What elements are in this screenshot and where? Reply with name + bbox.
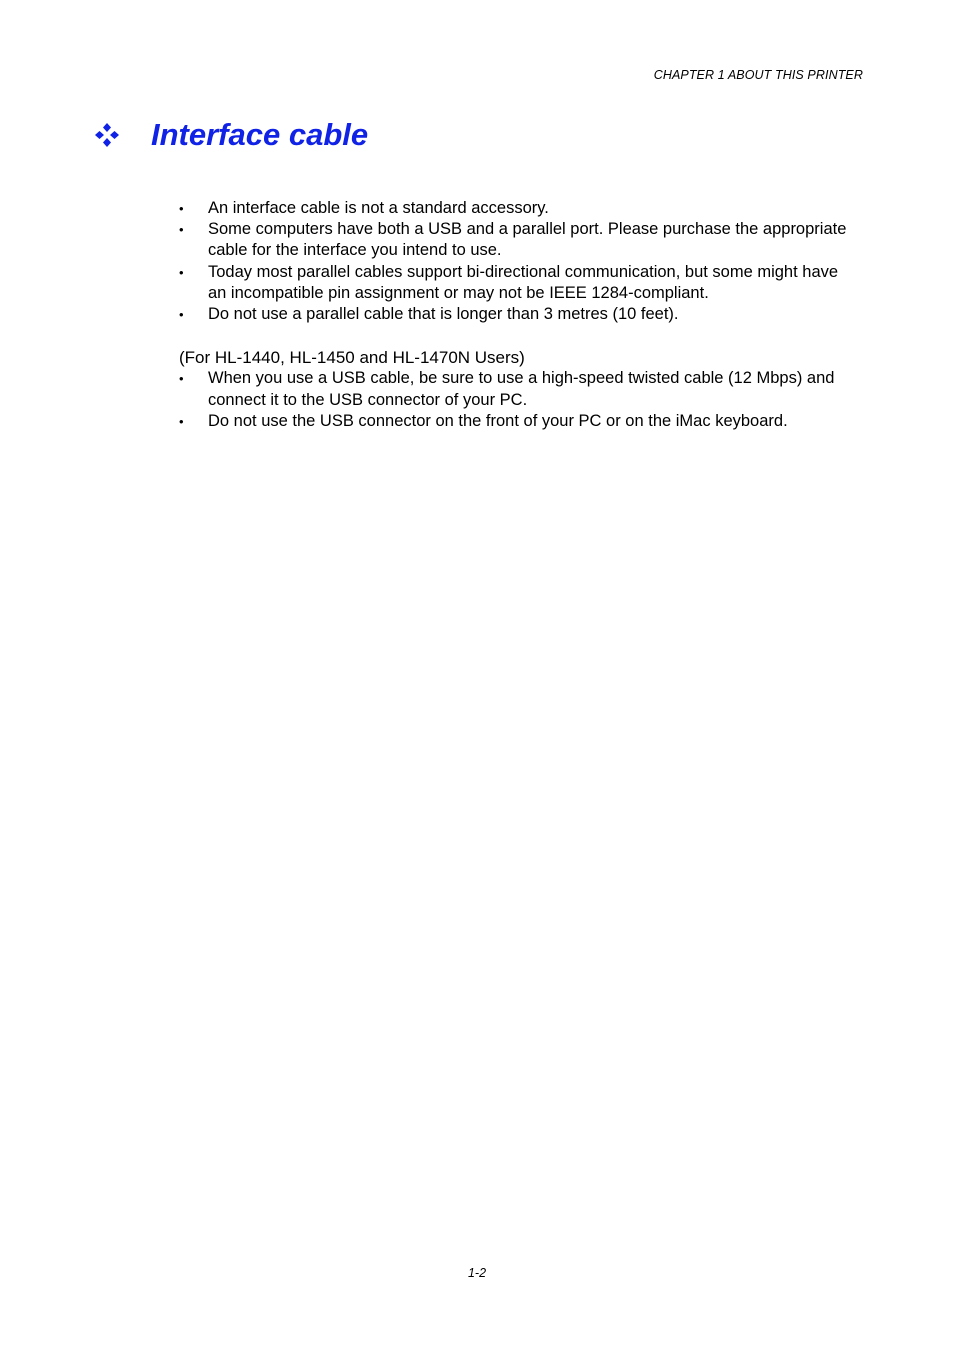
- usb-bullet-list: [179, 368, 859, 432]
- usb-group-label: (For HL-1440, HL-1450 and HL-1470N Users): [179, 348, 525, 368]
- section-title-row: [94, 113, 368, 157]
- page-number: 1-2: [467, 1266, 487, 1280]
- general-bullet-list: [179, 198, 859, 325]
- list-item: • Do not use the USB connector on the front of your PC or on the iMac keyboard.: [179, 411, 859, 432]
- running-header: CHAPTER 1 ABOUT THIS PRINTER: [653, 68, 863, 82]
- list-item: • An interface cable is not a standard accessory.: [179, 198, 859, 219]
- list-item: • Do not use a parallel cable that is longer than 3 metres (10 feet).: [179, 304, 859, 325]
- four-diamond-bullet-icon: [94, 122, 120, 148]
- list-item: • When you use a USB cable, be sure to use a high-speed twisted cable (12 Mbps) and connect it to the USB connector of your PC.: [179, 368, 859, 410]
- section-content: [179, 198, 859, 432]
- list-item: • Today most parallel cables support bi-directional communication, but some might have an incompatible pin assignment or may not be IEEE 1284-compliant.: [179, 262, 859, 304]
- list-item: • Some computers have both a USB and a parallel port. Please purchase the appropriate cable for the interface you intend to use.: [179, 219, 859, 261]
- section-title: Interface cable: [151, 117, 369, 152]
